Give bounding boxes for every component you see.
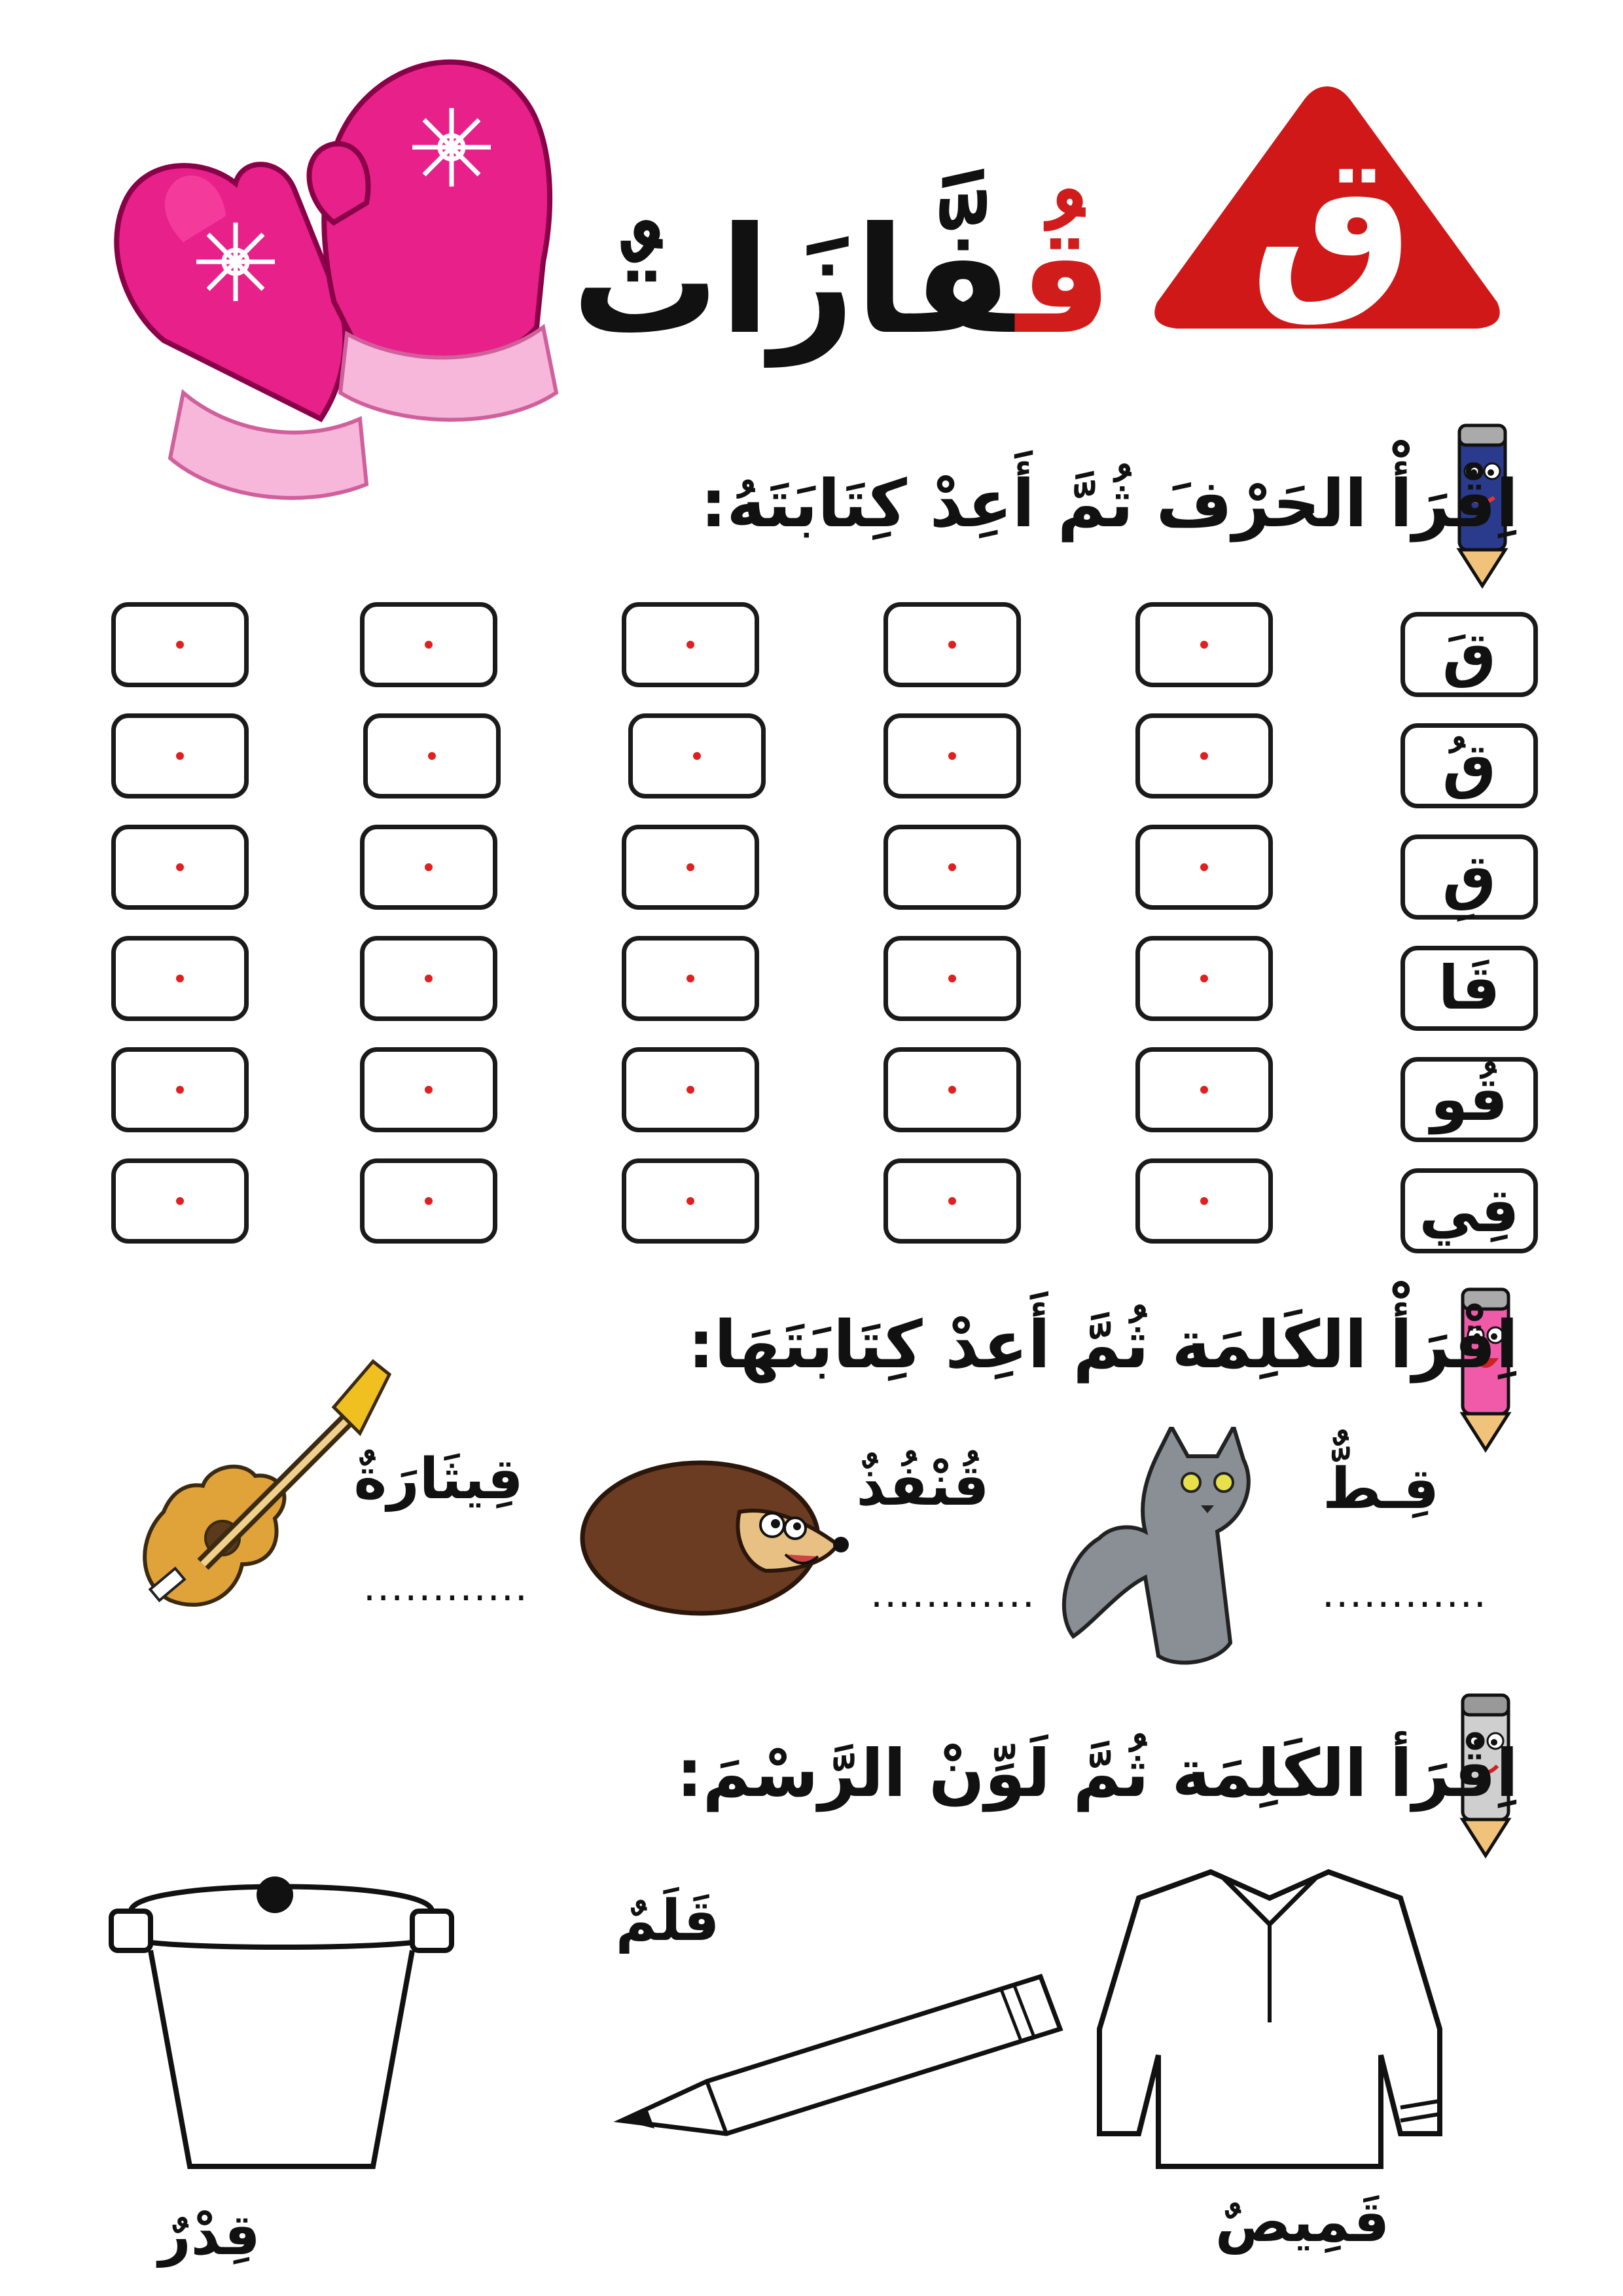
word-cat: قِـطٌّ (1323, 1456, 1439, 1522)
start-dot (687, 975, 694, 982)
start-dot (425, 1086, 433, 1094)
practice-box[interactable] (628, 713, 766, 798)
start-dot (687, 1197, 694, 1205)
start-dot (948, 1086, 956, 1094)
practice-box[interactable] (883, 825, 1021, 910)
write-line-guitar[interactable]: ............ (363, 1564, 529, 1610)
practice-box[interactable] (111, 1047, 249, 1132)
practice-box[interactable] (360, 825, 497, 910)
start-dot (948, 1197, 956, 1205)
start-dot (1200, 1086, 1208, 1094)
practice-box[interactable] (111, 1158, 249, 1244)
badge-letter: ق (1249, 116, 1414, 329)
practice-box[interactable] (1135, 936, 1273, 1021)
start-dot (425, 863, 433, 871)
letter-cell: قِي (1400, 1168, 1538, 1253)
start-dot (948, 975, 956, 982)
letter-cell: قَا (1400, 946, 1538, 1031)
shirt-coloring-outline (1073, 1859, 1466, 2186)
practice-box[interactable] (622, 602, 759, 687)
word-pencil: قَلَمٌ (615, 1888, 720, 1954)
practice-box[interactable] (360, 1158, 497, 1244)
word-shirt: قَمِيصٌ (1215, 2189, 1390, 2255)
practice-box[interactable] (883, 1158, 1021, 1244)
practice-box[interactable] (622, 1158, 759, 1244)
title-highlight-letter: قُ (1016, 196, 1113, 367)
letter-cell: قِ (1400, 834, 1538, 920)
start-dot (948, 752, 956, 760)
practice-box[interactable] (883, 602, 1021, 687)
practice-box[interactable] (622, 936, 759, 1021)
start-dot (425, 1197, 433, 1205)
start-dot (1200, 752, 1208, 760)
practice-box[interactable] (111, 602, 249, 687)
pencil-coloring-outline (609, 1957, 1067, 2153)
start-dot (176, 1086, 184, 1094)
start-dot (687, 863, 694, 871)
practice-box[interactable] (1135, 825, 1273, 910)
start-dot (948, 863, 956, 871)
cat-illustration (1047, 1427, 1270, 1676)
practice-box[interactable] (1135, 1158, 1273, 1244)
practice-box[interactable] (883, 936, 1021, 1021)
instruction-read-letter: اِقْرَأْ الحَرْفَ ثُمَّ أَعِدْ كِتَابَتَهُ: (700, 465, 1518, 542)
practice-box[interactable] (1135, 602, 1273, 687)
start-dot (1200, 975, 1208, 982)
instruction-read-word: اِقْرَأْ الكَلِمَة ثُمَّ أَعِدْ كِتَابَتَهَا: (688, 1306, 1518, 1383)
start-dot (176, 863, 184, 871)
start-dot (176, 1197, 184, 1205)
hedgehog-illustration (576, 1440, 857, 1623)
practice-box[interactable] (360, 1047, 497, 1132)
start-dot (948, 641, 956, 649)
practice-box[interactable] (883, 1047, 1021, 1132)
practice-box[interactable] (1135, 713, 1273, 798)
start-dot (176, 752, 184, 760)
start-dot (176, 975, 184, 982)
title-rest: فَّازَاتٌ (571, 196, 1016, 367)
start-dot (1200, 1197, 1208, 1205)
start-dot (1200, 641, 1208, 649)
page-title (571, 177, 1113, 386)
practice-box[interactable] (111, 713, 249, 798)
write-line-hedgehog[interactable]: ............ (870, 1571, 1036, 1617)
mittens-illustration (85, 26, 622, 511)
practice-box[interactable] (111, 825, 249, 910)
start-dot (425, 975, 433, 982)
word-hedgehog: قُنْفُذٌ (856, 1453, 990, 1518)
word-pot: قِدْرٌ (158, 2202, 260, 2268)
letter-cell: قُ (1400, 723, 1538, 808)
start-dot (687, 1086, 694, 1094)
practice-box[interactable] (360, 602, 497, 687)
letter-cell: قُو (1400, 1057, 1538, 1142)
instruction-read-and-color: اِقْرَأ الكَلِمَة ثُمَّ لَوِّنْ الرَّسْمَ: (676, 1735, 1518, 1812)
start-dot (425, 641, 433, 649)
start-dot (428, 752, 436, 760)
practice-box[interactable] (360, 936, 497, 1021)
write-line-cat[interactable]: ............ (1322, 1571, 1488, 1617)
pot-coloring-outline (105, 1859, 458, 2199)
start-dot (1200, 863, 1208, 871)
practice-box[interactable] (363, 713, 501, 798)
start-dot (693, 752, 701, 760)
practice-box[interactable] (111, 936, 249, 1021)
practice-box[interactable] (622, 1047, 759, 1132)
letter-cell: قَ (1400, 612, 1538, 697)
practice-box[interactable] (883, 713, 1021, 798)
practice-box[interactable] (622, 825, 759, 910)
start-dot (687, 641, 694, 649)
word-guitar: قِيثَارَةٌ (353, 1446, 524, 1512)
practice-box[interactable] (1135, 1047, 1273, 1132)
start-dot (176, 641, 184, 649)
